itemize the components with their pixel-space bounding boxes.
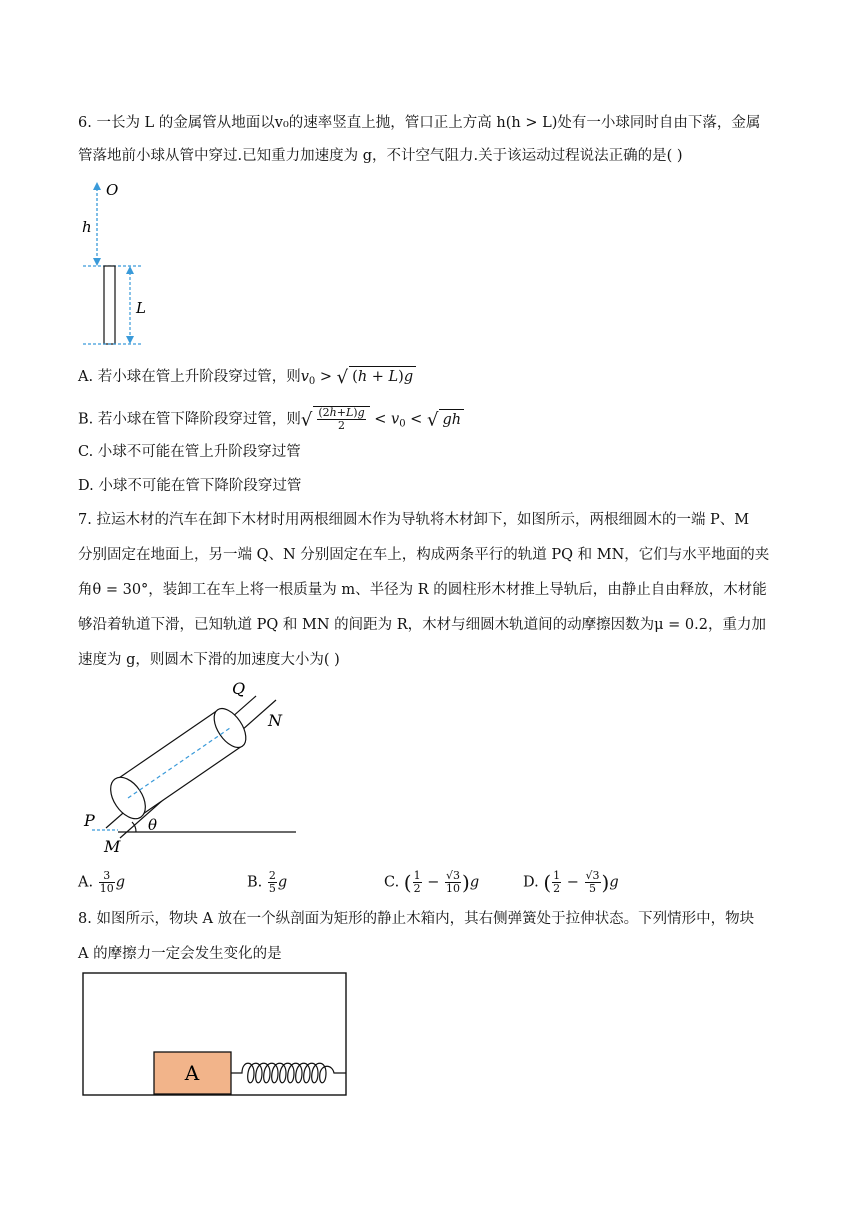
q7-option-a: A. $\frac{3}{10}$ g: [78, 869, 125, 895]
label-m: M: [104, 837, 121, 856]
label-o: O: [106, 181, 119, 199]
label-q: Q: [232, 679, 246, 698]
q6-line1: 6. 一长为 L 的金属管从地面以v₀的速率竖直上抛，管口正上方高 h(h > L)处有一小球同时自由下落，金属: [78, 115, 761, 131]
q7-option-b: B. $\frac{2}{5}$ g: [247, 869, 288, 895]
q8-line2: A 的摩擦力一定会发生变化的是: [78, 946, 282, 962]
q6-option-a-text: A. 若小球在管上升阶段穿过管，则: [78, 369, 301, 385]
q6-option-b: B. 若小球在管下降阶段穿过管，则√ $\frac{(2h+L)g}{2}$ < $v_0$ < √ gh: [78, 406, 464, 435]
q6-tube-figure: [78, 178, 178, 350]
q6-option-a: A. 若小球在管上升阶段穿过管，则$v_0$ > √ (h + L)g: [78, 366, 416, 392]
label-l: L: [136, 299, 146, 317]
q7-option-b-label: B.: [247, 874, 263, 891]
q7-option-d-label: D.: [523, 874, 539, 891]
q7-line1: 7. 拉运木材的汽车在卸下木材时用两根细圆木作为导轨将木材卸下，如图所示，两根细圆木的一端 P、M: [78, 512, 750, 528]
label-p: P: [84, 811, 95, 830]
q8-box-figure: [82, 972, 348, 1098]
q8-line1: 8. 如图所示，物块 A 放在一个纵剖面为矩形的静止木箱内，其右侧弹簧处于拉伸状态。下列情形中，物块: [78, 911, 755, 927]
q7-log-figure: [78, 678, 308, 858]
q7-option-c-label: C.: [384, 874, 400, 891]
q7-option-c: C. ( $\frac{1}{2}$ − $\frac{√3}{10}$ )g: [384, 869, 480, 895]
label-n: N: [268, 711, 282, 730]
label-theta: θ: [148, 816, 158, 834]
label-h: h: [82, 218, 92, 236]
q7-line2: 分别固定在地面上，另一端 Q、N 分别固定在车上，构成两条平行的轨道 PQ 和 MN，它们与水平地面的夹: [78, 547, 770, 563]
q6-option-d: D. 小球不可能在管下降阶段穿过管: [78, 478, 302, 494]
q6-line2: 管落地前小球从管中穿过.已知重力加速度为 g，不计空气阻力.关于该运动过程说法正确的是( ): [78, 148, 683, 164]
q6-option-c: C. 小球不可能在管上升阶段穿过管: [78, 444, 301, 460]
q7-option-d: D. ( $\frac{1}{2}$ − $\frac{√3}{5}$ )g: [523, 869, 619, 895]
q7-line3: 角θ = 30°，装卸工在车上将一根质量为 m、半径为 R 的圆柱形木材推上导轨后，由静止自由释放，木材能: [78, 582, 767, 598]
q7-line4: 够沿着轨道下滑，已知轨道 PQ 和 MN 的间距为 R，木材与细圆木轨道间的动摩擦因数为μ = 0.2，重力加: [78, 617, 766, 633]
q7-option-a-label: A.: [78, 874, 94, 891]
block-a-label: A: [184, 1061, 200, 1085]
q6-option-b-text: B. 若小球在管下降阶段穿过管，则: [78, 411, 301, 428]
q7-line5: 速度为 g，则圆木下滑的加速度大小为( ): [78, 652, 340, 668]
